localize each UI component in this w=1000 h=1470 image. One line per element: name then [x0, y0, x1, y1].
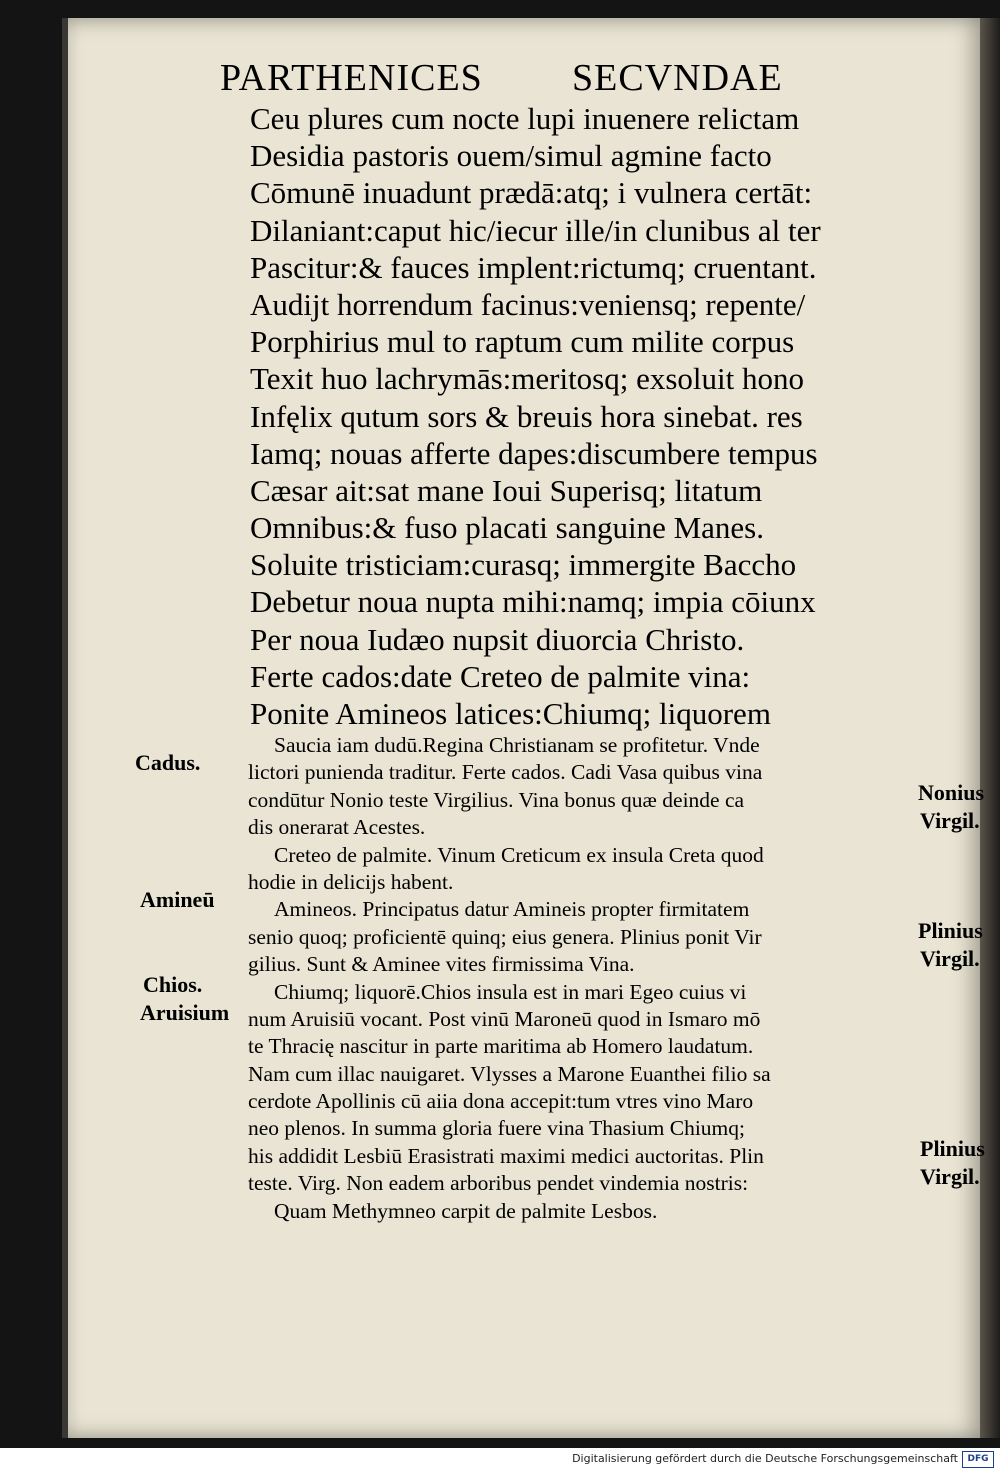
verse-line: Ferte cados:date Creteo de palmite vina:: [250, 658, 751, 694]
commentary-line: his addidit Lesbiū Erasistrati maximi medici auctoritas. Plin: [248, 1143, 764, 1168]
verse-line: Texit huo lachrymās:meritosq; exsoluit hono: [250, 361, 805, 397]
verse-line: Dilaniant:caput hic/iecur ille/in clunibus al ter: [250, 212, 821, 248]
verse-block: [250, 100, 821, 732]
commentary-line: Creteo de palmite. Vinum Creticum ex insula Creta quod: [274, 842, 764, 867]
verse-line: Pascitur:& fauces implent:rictumq; cruentant.: [250, 249, 817, 285]
verse-line: Ponite Amineos latices:Chiumq; liquorem: [250, 696, 771, 731]
margin-note-left: Amineū: [140, 887, 215, 912]
commentary-line: Nam cum illac nauigaret. Vlysses a Marone Euanthei filio sa: [248, 1061, 771, 1086]
running-head-word: PARTHENICES: [220, 57, 483, 99]
verse-line: Cōmunē inuadunt prædā:atq; i vulnera certāt:: [250, 175, 813, 211]
verse-line: Cæsar ait:sat mane Ioui Superisq; litatum: [250, 472, 763, 508]
margin-note-right: Virgil.: [920, 1164, 980, 1189]
commentary-line: cerdote Apollinis cū aiia dona accepit:tum vtres vino Maro: [248, 1089, 754, 1114]
margin-note-right: Nonius: [918, 780, 985, 805]
commentary-line: num Aruisiū vocant. Post vinū Maroneū quod in Ismaro mō: [248, 1006, 761, 1031]
book-spine: [980, 18, 1000, 1438]
margin-note-right: Virgil.: [920, 946, 980, 971]
dfg-logo-icon: DFG: [962, 1451, 994, 1468]
margin-note-left: Aruisium: [140, 1000, 230, 1025]
commentary-line: Chiumq; liquorē.Chios insula est in mari Egeo cuius vi: [274, 979, 747, 1004]
commentary-line: Saucia iam dudū.Regina Christianam se profitetur. Vnde: [274, 733, 760, 757]
margin-note-left: Cadus.: [135, 750, 201, 775]
verse-line: Per noua Iudæo nupsit diuorcia Christo.: [250, 621, 745, 657]
commentary-block: [248, 732, 771, 1225]
commentary-line: hodie in delicijs habent.: [248, 869, 454, 894]
commentary-line: condūtur Nonio teste Virgilius. Vina bonus quæ deinde ca: [248, 787, 745, 812]
verse-line: Infęlix qutum sors & breuis hora sinebat. res: [250, 398, 803, 434]
commentary-line: Amineos. Principatus datur Amineis propter firmitatem: [274, 897, 750, 922]
verse-line: Desidia pastoris ouem/simul agmine facto: [250, 138, 772, 174]
running-head-word: SECVNDAE: [572, 57, 783, 99]
margin-note-right: Plinius: [920, 1136, 985, 1161]
margin-note-right: Virgil.: [920, 808, 980, 833]
margin-note-left: Chios.: [143, 972, 203, 997]
margin-note-right: Plinius: [918, 918, 983, 943]
verse-line: Iamq; nouas afferte dapes:discumbere tempus: [250, 435, 818, 471]
commentary-line: dis onerarat Acestes.: [248, 815, 426, 840]
verse-line: Ceu plures cum nocte lupi inuenere relictam: [250, 101, 800, 136]
footer-bar: [0, 1448, 1000, 1470]
commentary-line: lictori punienda traditur. Ferte cados. Cadi Vasa quibus vina: [248, 760, 763, 785]
verse-line: Audijt horrendum facinus:veniensq; repente/: [250, 286, 806, 322]
footer-credit: Digitalisierung gefördert durch die Deutsche Forschungsgemeinschaft: [572, 1452, 958, 1465]
verse-line: Omnibus:& fuso placati sanguine Manes.: [250, 510, 764, 546]
verse-line: Porphirius mul to raptum cum milite corpus: [250, 324, 795, 360]
commentary-line: senio quoq; proficientē quinq; eius genera. Plinius ponit Vir: [248, 924, 762, 949]
commentary-line: Quam Methymneo carpit de palmite Lesbos.: [274, 1198, 658, 1223]
commentary-line: te Thracię nascitur in parte maritima ab Homero laudatum.: [248, 1034, 754, 1059]
verse-line: Soluite tristiciam:curasq; immergite Baccho: [250, 547, 797, 583]
verse-line: Debetur noua nupta mihi:namq; impia cōiunx: [250, 584, 816, 620]
commentary-line: teste. Virg. Non eadem arboribus pendet vindemia nostris:: [248, 1171, 749, 1196]
commentary-line: neo plenos. In summa gloria fuere vina Thasium Chiumq;: [248, 1116, 745, 1141]
commentary-line: gilius. Sunt & Aminee vites firmissima Vina.: [248, 952, 635, 977]
